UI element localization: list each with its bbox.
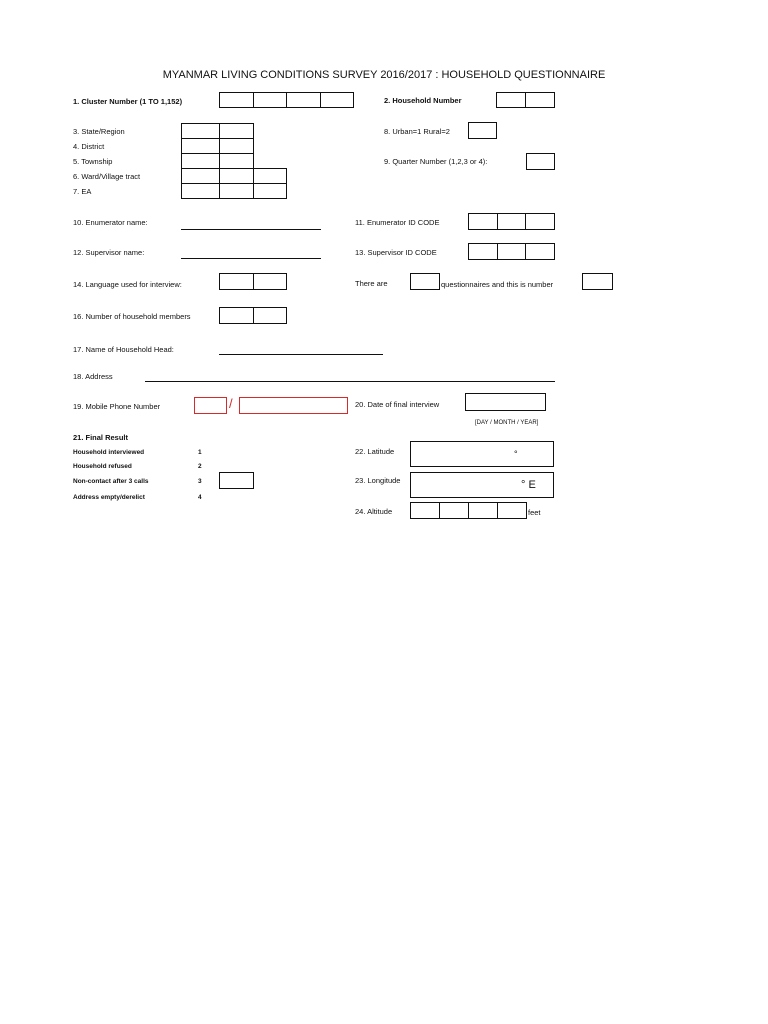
language-input[interactable] [219,273,287,290]
enumerator-name-line[interactable] [181,229,321,230]
ward-code-cell-3[interactable] [253,168,287,184]
state-code-cell-2[interactable] [219,123,254,139]
supervisor-name-line[interactable] [181,258,321,259]
ea-code-cell-1[interactable] [181,183,220,199]
result-option-code: 4 [198,494,202,501]
ward-code-cell-2[interactable] [219,168,254,184]
form-title: MYANMAR LIVING CONDITIONS SURVEY 2016/2017 : HOUSEHOLD QUESTIONNAIRE [162,69,606,81]
questionnaire-count-input[interactable] [410,273,440,290]
ward-label: 6. Ward/Village tract [73,172,141,181]
household-head-label: 17. Name of Household Head: [73,345,174,354]
quarter-label: 9. Quarter Number (1,2,3 or 4): [384,157,488,166]
result-option-label: Non-contact after 3 calls [73,478,149,485]
altitude-label: 24. Altitude [355,507,393,516]
district-code-cell-1[interactable] [181,138,220,154]
final-interview-date-input[interactable] [465,393,546,411]
longitude-degree-east: ° E [521,479,536,491]
result-option-code: 3 [198,478,202,485]
address-label: 18. Address [73,372,113,381]
ward-code-cell-1[interactable] [181,168,220,184]
latitude-degree-symbol: ° [514,449,518,459]
household-members-label: 16. Number of household members [73,312,191,321]
result-option-code: 2 [198,463,202,470]
urban-rural-input[interactable] [468,122,497,139]
questionnaire-number-input[interactable] [582,273,613,290]
household-head-line[interactable] [219,354,383,355]
final-interview-date-label: 20. Date of final interview [355,400,440,409]
longitude-label: 23. Longitude [355,476,401,485]
mobile-prefix-input[interactable] [194,397,227,414]
there-are-label: There are [355,279,388,288]
date-format-hint: [DAY / MONTH / YEAR] [475,420,539,426]
final-result-heading: 21. Final Result [73,433,129,442]
language-label: 14. Language used for interview: [73,280,182,289]
household-members-input[interactable] [219,307,287,324]
enumerator-id-input[interactable] [468,213,555,230]
household-number-input[interactable] [496,92,555,108]
quarter-input[interactable] [526,153,555,170]
cluster-number-input[interactable] [219,92,354,108]
latitude-label: 22. Latitude [355,447,395,456]
questionnaires-label: questionnaires and this is number [441,280,554,289]
township-code-cell-1[interactable] [181,153,220,169]
latitude-input[interactable] [410,441,554,467]
cluster-label: 1. Cluster Number (1 TO 1,152) [73,97,183,106]
result-option-label: Address empty/derelict [73,494,145,501]
enumerator-name-label: 10. Enumerator name: [73,218,148,227]
address-line[interactable] [145,381,555,382]
result-option-label: Household interviewed [73,449,145,456]
household-number-label: 2. Household Number [384,96,462,105]
supervisor-name-label: 12. Supervisor name: [73,248,145,257]
state-label: 3. State/Region [73,127,125,136]
ea-code-cell-2[interactable] [219,183,254,199]
supervisor-id-label: 13. Supervisor ID CODE [355,248,437,257]
altitude-unit: feet [528,508,541,517]
district-code-cell-2[interactable] [219,138,254,154]
final-result-input[interactable] [219,472,254,489]
supervisor-id-input[interactable] [468,243,555,260]
altitude-input[interactable] [410,502,527,519]
ea-code-cell-3[interactable] [253,183,287,199]
urban-rural-label: 8. Urban=1 Rural=2 [384,127,450,136]
mobile-separator: / [229,396,233,411]
township-label: 5. Township [73,157,113,166]
result-option-code: 1 [198,449,202,456]
ea-label: 7. EA [73,187,92,196]
enumerator-id-label: 11. Enumerator ID CODE [355,218,440,227]
state-code-cell-1[interactable] [181,123,220,139]
district-label: 4. District [73,142,105,151]
township-code-cell-2[interactable] [219,153,254,169]
mobile-number-input[interactable] [239,397,348,414]
mobile-phone-label: 19. Mobile Phone Number [73,402,161,411]
result-option-label: Household refused [73,463,132,470]
